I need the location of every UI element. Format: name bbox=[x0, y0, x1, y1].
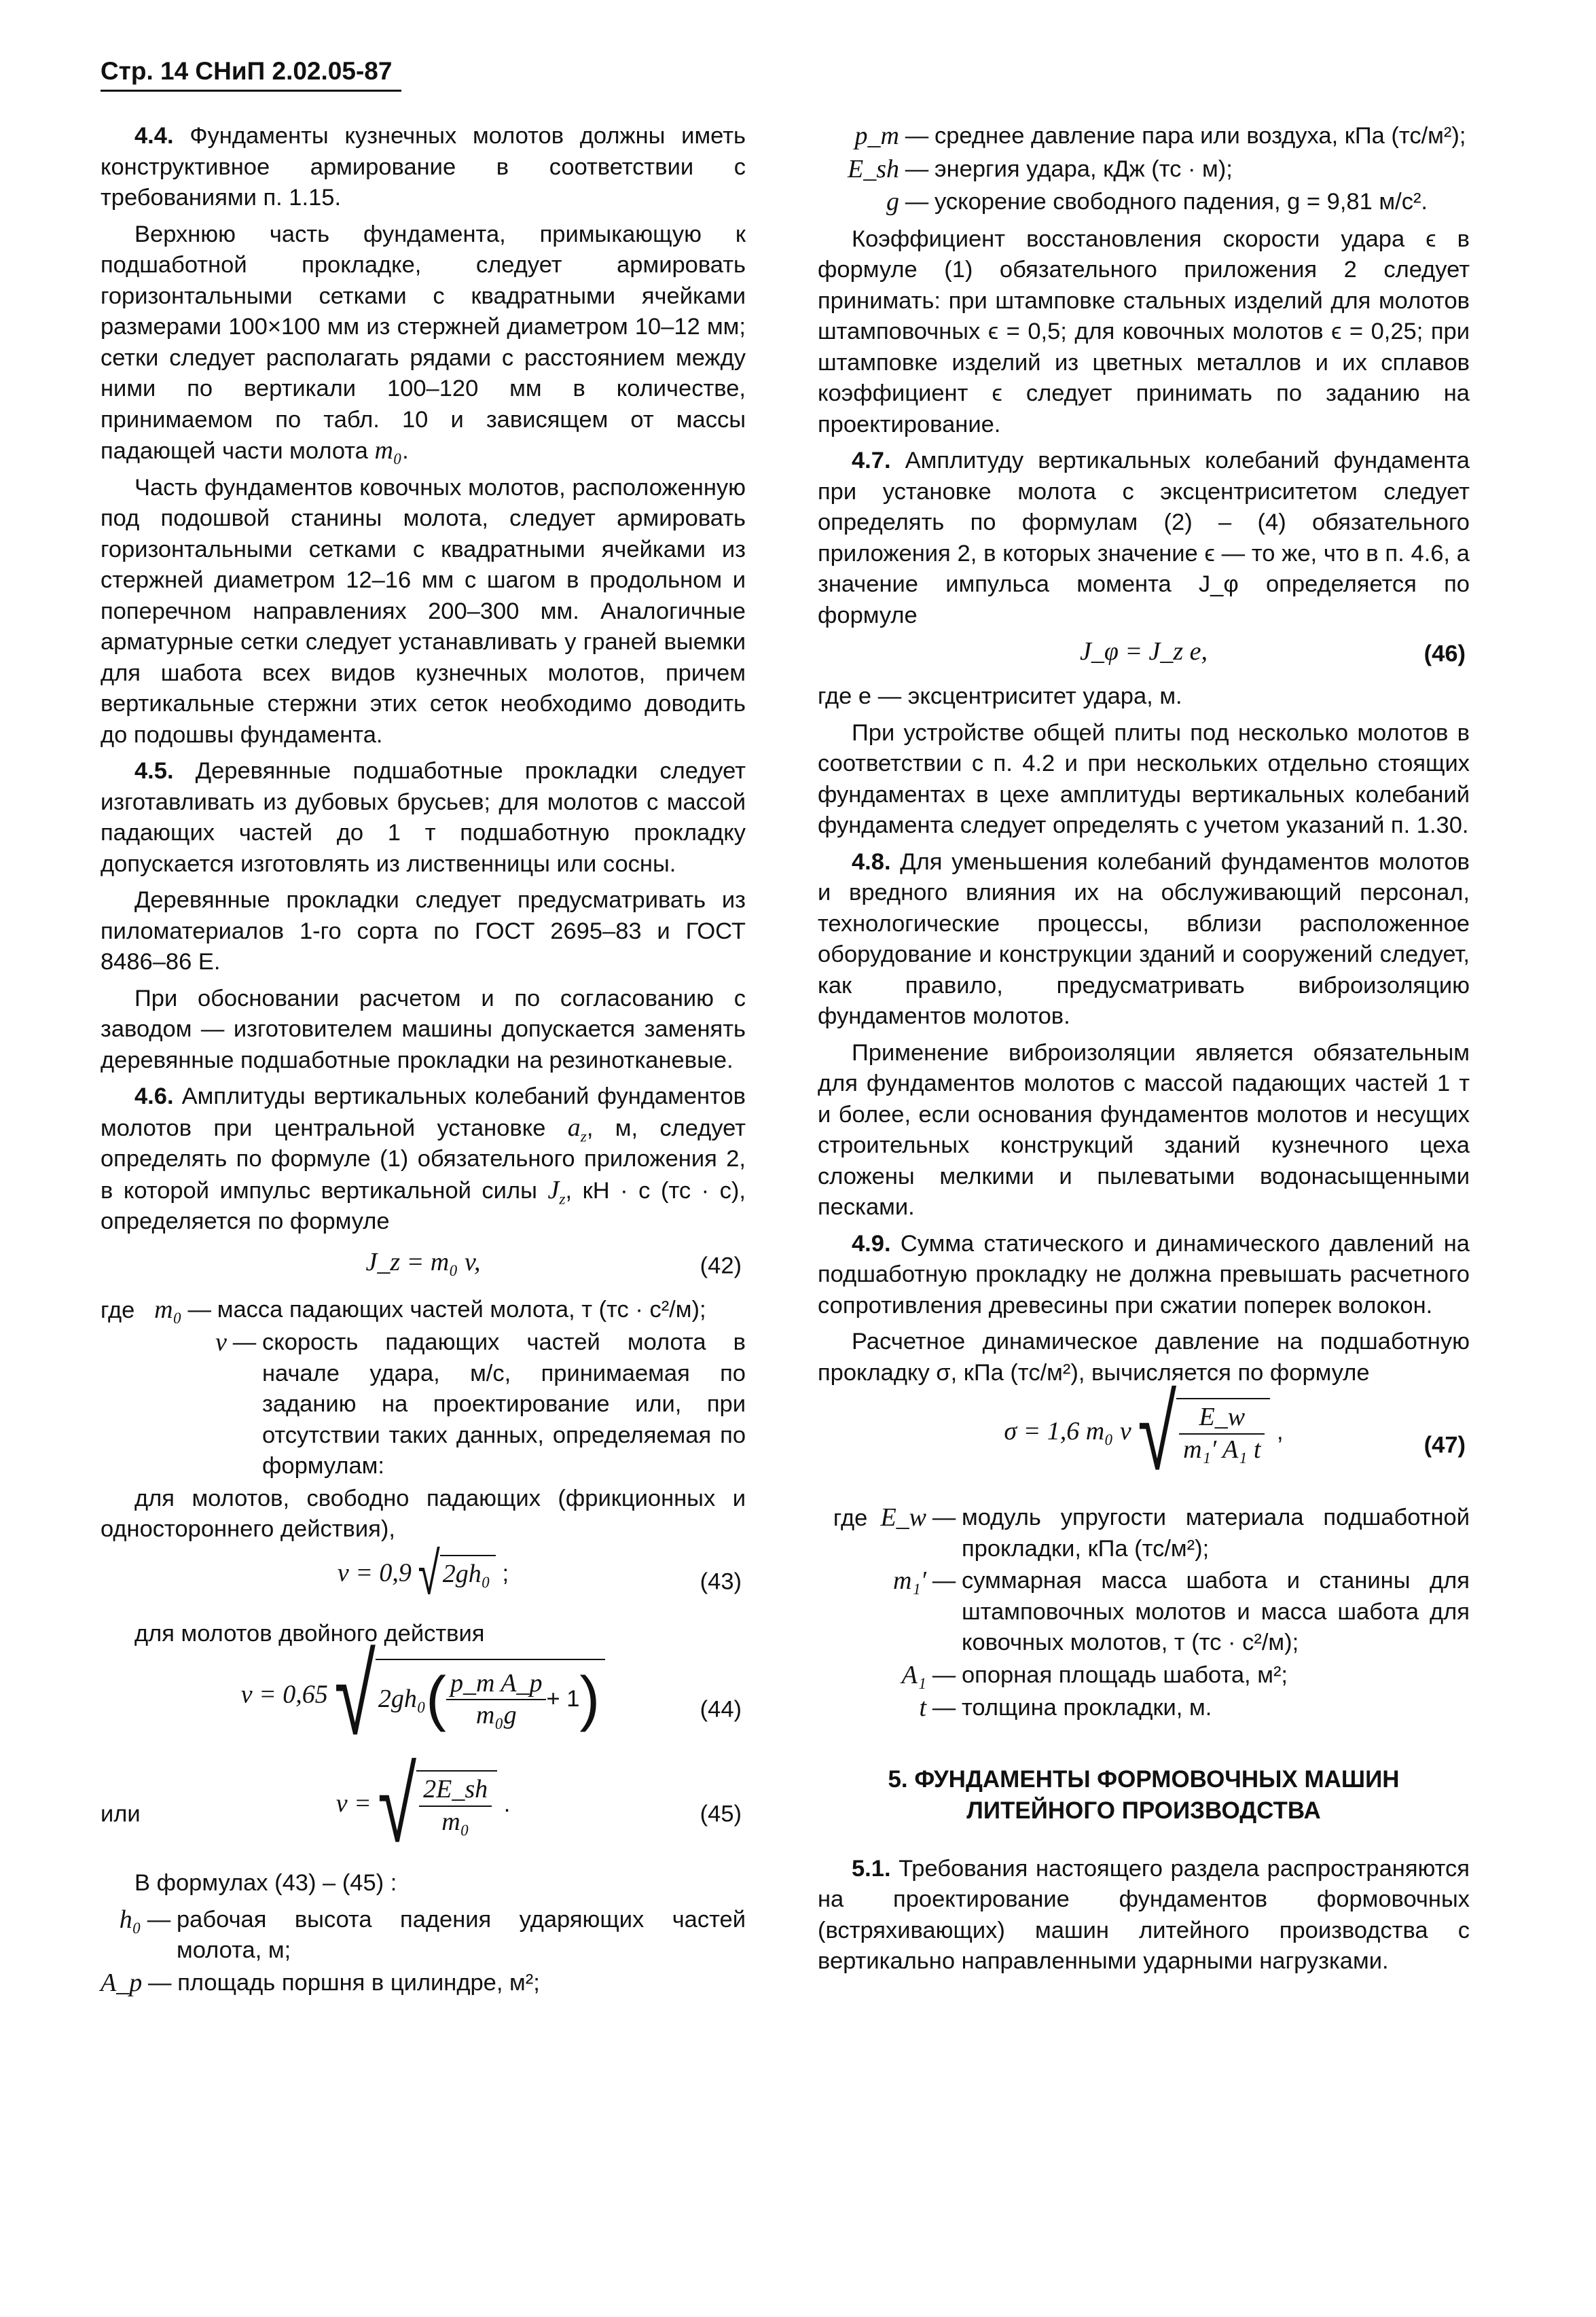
symbol: E_w bbox=[880, 1503, 926, 1532]
formula-45: или v = √ $\frac{2E\_sh}{\text{m₀}}$ . (45) bbox=[101, 1745, 742, 1864]
dash: — bbox=[932, 1568, 956, 1594]
definition-text: скорость падающих частей молота в начале удара, м/с, принимаемая по заданию на проектирование или, при отсутствии таких данных, определяемая по формулам: bbox=[262, 1329, 746, 1479]
definition-Ap bbox=[101, 1968, 746, 2000]
symbol: h₀ bbox=[119, 1905, 141, 1934]
dash: — bbox=[147, 1906, 171, 1933]
clause-number: 4.7. bbox=[852, 448, 891, 473]
clause-number: 5.1. bbox=[852, 1855, 891, 1882]
fraction: $\frac{E\_w}{\text{m₁′ A₁ t}}$ bbox=[1179, 1402, 1265, 1465]
paragraph-text: Требования настоящего раздела распространяются на проектирование фундаментов формовочных (встряхивающих) машин литейного производства с вертикально направленными ударными нагрузками. bbox=[818, 1855, 1470, 1974]
symbol: $J_z$ bbox=[547, 1175, 566, 1208]
paragraph-text: Амплитуды вертикальных колебаний фундаментов молотов при центральной установке bbox=[101, 1083, 746, 1141]
right-column bbox=[818, 121, 1470, 1983]
paragraph-4-9-b: Расчетное динамическое давление на подшаботную прокладку σ, кПа (тс/м²), вычисляется по формуле bbox=[818, 1329, 1470, 1386]
where-label: где bbox=[101, 1297, 135, 1323]
paragraph-4-9 bbox=[818, 1229, 1470, 1322]
paragraph-epsilon: Коэффициент восстановления скорости удара ϵ в формуле (1) обязательного приложения 2 следует принимать: при штамповке стальных изделий для молотов штамповочных ϵ = 0,5; для ковочных молотов ϵ = 0,25; при штамповке изделий из цветных металлов и их сплавов коэффициент ϵ следует принимать по заданию на проектирование. bbox=[818, 226, 1470, 437]
paragraph-4-5 bbox=[101, 756, 746, 880]
paragraph-4-8 bbox=[818, 847, 1470, 1032]
paragraph-text: Деревянные подшаботные прокладки следует изготавливать из дубовых брусьев; для молотов с массой падающих частей до 1 т подшаботную прокладку допускается изготовлять из лиственницы или сосны. bbox=[101, 758, 746, 877]
paragraph-4-5-c: При обосновании расчетом и по согласованию с заводом — изготовителем машины допускается заменять деревянные подшаботные прокладки на резинотканевые. bbox=[101, 985, 746, 1073]
paragraph-4-4-c: Часть фундаментов ковочных молотов, расположенную под подошвой станины молота, следует армировать горизонтальными сетками с квадратными ячейками из стержней диаметром 12–16 мм с шагом в продольном и поперечном направлениях 200–300 мм. Аналогичные арматурные сетки следует устанавливать у граней выемки для шабота всех видов кузнечных молотов, причем вертикальные стержни этих сеток необходимо доводить до подошвы фундамента. bbox=[101, 474, 746, 748]
formula-number: (42) bbox=[700, 1252, 742, 1278]
square-root: √ 2gh₀ bbox=[418, 1555, 496, 1595]
text-double-action: для молотов двойного действия bbox=[134, 1620, 485, 1647]
paragraph-4-5-b: Деревянные прокладки следует предусматривать из пиломатериалов 1-го сорта по ГОСТ 2695–83 и ГОСТ 8486–86 Е. bbox=[101, 887, 746, 975]
formula-number: (44) bbox=[700, 1696, 742, 1723]
definition-Ew bbox=[818, 1503, 1470, 1564]
definition-m1 bbox=[818, 1566, 1470, 1659]
page-header: Стр. 14 СНиП 2.02.05-87 bbox=[101, 57, 401, 92]
square-root: √ $\frac{E\_w}{\text{m₁′ A₁ t}}$ bbox=[1138, 1398, 1270, 1469]
dash: — bbox=[905, 189, 929, 215]
definition-text: площадь поршня в цилиндре, м²; bbox=[177, 1969, 540, 1996]
definition-text: опорная площадь шабота, м²; bbox=[962, 1662, 1288, 1688]
symbol: p_m bbox=[854, 122, 899, 150]
text-eccentricity: где e — эксцентриситет удара, м. bbox=[818, 683, 1182, 709]
paragraph-4-4 bbox=[101, 121, 746, 214]
definition-text: модуль упругости материала подшаботной прокладки, кПа (тс/м²); bbox=[962, 1505, 1470, 1562]
paragraph-text: , кН · с (тс · с), определяется по формуле bbox=[101, 1177, 746, 1234]
formula-number: (47) bbox=[1423, 1432, 1466, 1458]
where-label: где bbox=[833, 1505, 868, 1531]
formula-expression: J_φ = J_z e, bbox=[1079, 637, 1208, 666]
definition-text: среднее давление пара или воздуха, кПа (тс/м²); bbox=[935, 123, 1466, 149]
dash: — bbox=[187, 1296, 212, 1323]
or-label: или bbox=[101, 1801, 141, 1827]
left-column bbox=[101, 121, 746, 2000]
formula-lhs: v = 0,9 bbox=[337, 1558, 412, 1587]
definition-h0 bbox=[101, 1905, 746, 1966]
formula-lhs: v = 0,65 bbox=[240, 1680, 328, 1709]
dash: — bbox=[932, 1662, 956, 1688]
formula-number: (43) bbox=[700, 1568, 742, 1594]
definition-text: толщина прокладки, м. bbox=[962, 1695, 1212, 1721]
symbol: m₁′ bbox=[893, 1566, 926, 1595]
paragraph-text: Фундаменты кузнечных молотов должны иметь конструктивное армирование в соответствии с требованиями п. 1.15. bbox=[101, 123, 746, 211]
clause-number: 4.5. bbox=[134, 758, 174, 784]
section-heading-5: 5. ФУНДАМЕНТЫ ФОРМОВОЧНЫХ МАШИН ЛИТЕЙНОГО ПРОИЗВОДСТВА bbox=[888, 1765, 1400, 1824]
clause-number: 4.4. bbox=[134, 123, 174, 149]
symbol: A_p bbox=[101, 1968, 143, 1997]
paragraph-4-7-b: При устройстве общей плиты под несколько молотов в соответствии с п. 4.2 и при нескольких отдельно стоящих фундаментах в цехе амплитуды вертикальных колебаний фундамента следует определять с учетом указаний п. 1.30. bbox=[818, 719, 1470, 838]
dash: — bbox=[905, 123, 929, 149]
paragraph-text: Амплитуду вертикальных колебаний фундамента при установке молота с эксцентриситетом следует определять по формулам (2) – (4) обязательного приложения 2, в которых значение ϵ — то же, что в п. 4.6, а значение импульса момента J_φ определяется по формуле bbox=[818, 448, 1470, 628]
symbol: m₀ bbox=[374, 436, 403, 465]
formula-number: (45) bbox=[700, 1801, 742, 1827]
formula-lhs: v = bbox=[335, 1789, 371, 1818]
clause-number: 4.6. bbox=[134, 1083, 174, 1109]
definition-text: ускорение свободного падения, g = 9,81 м/с². bbox=[935, 189, 1428, 215]
symbol: $a_z$ bbox=[567, 1113, 587, 1146]
definition-pm bbox=[818, 121, 1470, 153]
dash: — bbox=[905, 156, 929, 182]
text-free-fall: для молотов, свободно падающих (фрикционных и одностороннего действия), bbox=[101, 1485, 746, 1542]
definition-text: рабочая высота падения ударяющих частей молота, м; bbox=[177, 1906, 746, 1963]
definition-Esh bbox=[818, 154, 1470, 186]
paragraph-4-4-b: Верхнюю часть фундамента, примыкающую к подшаботной прокладке, следует армировать горизонтальными сетками с квадратными ячейками размерами 100×100 мм из стержней диаметром 10–12 мм; сетки следует располагать рядами с расстоянием между ними по вертикали 100–120 мм в количестве, принимаемом по табл. 10 и зависящем от массы падающей части молота m₀. bbox=[101, 221, 746, 465]
paragraph-4-7 bbox=[818, 446, 1470, 631]
clause-number: 4.9. bbox=[852, 1230, 891, 1257]
clause-number: 4.8. bbox=[852, 848, 891, 875]
formula-46 bbox=[818, 636, 1470, 672]
fraction: $\frac{\text{p\_m A\_p}}{\text{m₀g}}$ bbox=[446, 1668, 546, 1731]
symbol: g bbox=[886, 187, 899, 216]
paragraph-text: Сумма статического и динамического давлений на подшаботную прокладку не должна превышать расчетного сопротивления древесины при сжатии поперек волокон. bbox=[818, 1230, 1470, 1318]
symbol: E_sh bbox=[848, 154, 899, 183]
formula-42 bbox=[101, 1247, 746, 1285]
dash: — bbox=[932, 1695, 956, 1721]
definition-text: суммарная масса шабота и станины для штамповочных молотов и масса шабота для ковочных молотов, т (тс · с²/м); bbox=[962, 1568, 1470, 1655]
symbol: A₁ bbox=[901, 1660, 926, 1689]
definition-t bbox=[818, 1693, 1470, 1725]
paragraph-text: Верхнюю часть фундамента, примыкающую к подшаботной прокладке, следует армировать горизонтальными сетками с квадратными ячейками размерами 100×100 мм из стержней диаметром 10–12 мм; сетки следует располагать рядами с расстоянием между ними по вертикали 100–120 мм в количестве, принимаемом по табл. 10 и зависящем от массы падающей части молота bbox=[101, 221, 746, 464]
definition-v bbox=[101, 1327, 746, 1482]
dash: — bbox=[232, 1329, 257, 1355]
formula-43: v = 0,9 √ 2gh₀ ; (43) bbox=[337, 1540, 742, 1607]
paragraph-text: Для уменьшения колебаний фундаментов молотов и вредного влияния их на обслуживающий персонал, технологические процессы, вблизи расположенное оборудование и конструкции зданий и сооружений следует, как правило, предусматривать виброизоляцию фундаментов молотов. bbox=[818, 848, 1470, 1029]
symbol: t bbox=[919, 1693, 926, 1722]
dash: — bbox=[147, 1969, 172, 1996]
formula-number: (46) bbox=[1423, 641, 1466, 667]
symbol: v bbox=[215, 1328, 227, 1357]
paragraph-4-8-b: Применение виброизоляции является обязательным для фундаментов молотов с массой падающих частей 1 т и более, если основания фундаментов молотов и несущих строительных конструкций зданий кузнечного цеха сложены мелкими и пылеватыми водонасыщенными песками. bbox=[818, 1039, 1470, 1220]
paragraph-5-1 bbox=[818, 1854, 1470, 1977]
formula-47: σ = 1,6 m₀ v √ $\frac{E\_w}{\text{m₁′ A₁ t}}$ , (47) bbox=[1004, 1373, 1466, 1492]
dash: — bbox=[932, 1505, 956, 1530]
definition-g bbox=[818, 187, 1470, 219]
definition-text: энергия удара, кДж (тс · м); bbox=[935, 156, 1233, 182]
square-root: √ 2gh₀ ( $\frac{\text{p\_m A\_p}}{\text{m₀g}}$ + 1 ) bbox=[334, 1659, 605, 1734]
definition-A1 bbox=[818, 1660, 1470, 1692]
symbol: m₀ bbox=[154, 1295, 182, 1324]
paragraph-text: , м, следует определять по формуле (1) обязательного приложения 2, в которой импульс вертикальной силы bbox=[101, 1115, 746, 1204]
text-in-formulas: В формулах (43) – (45) : bbox=[134, 1870, 397, 1896]
fraction: $\frac{2E\_sh}{\text{m₀}}$ bbox=[419, 1774, 492, 1837]
formula-lhs: σ = 1,6 m₀ v bbox=[1004, 1416, 1131, 1445]
paragraph-4-6 bbox=[101, 1081, 746, 1238]
definition-m0 bbox=[101, 1295, 746, 1327]
definition-text: масса падающих частей молота, т (тс · с²/м); bbox=[217, 1296, 706, 1323]
formula-expression: J_z = m₀ v, bbox=[365, 1247, 481, 1276]
square-root: √ $\frac{2E\_sh}{\text{m₀}}$ bbox=[378, 1770, 497, 1841]
